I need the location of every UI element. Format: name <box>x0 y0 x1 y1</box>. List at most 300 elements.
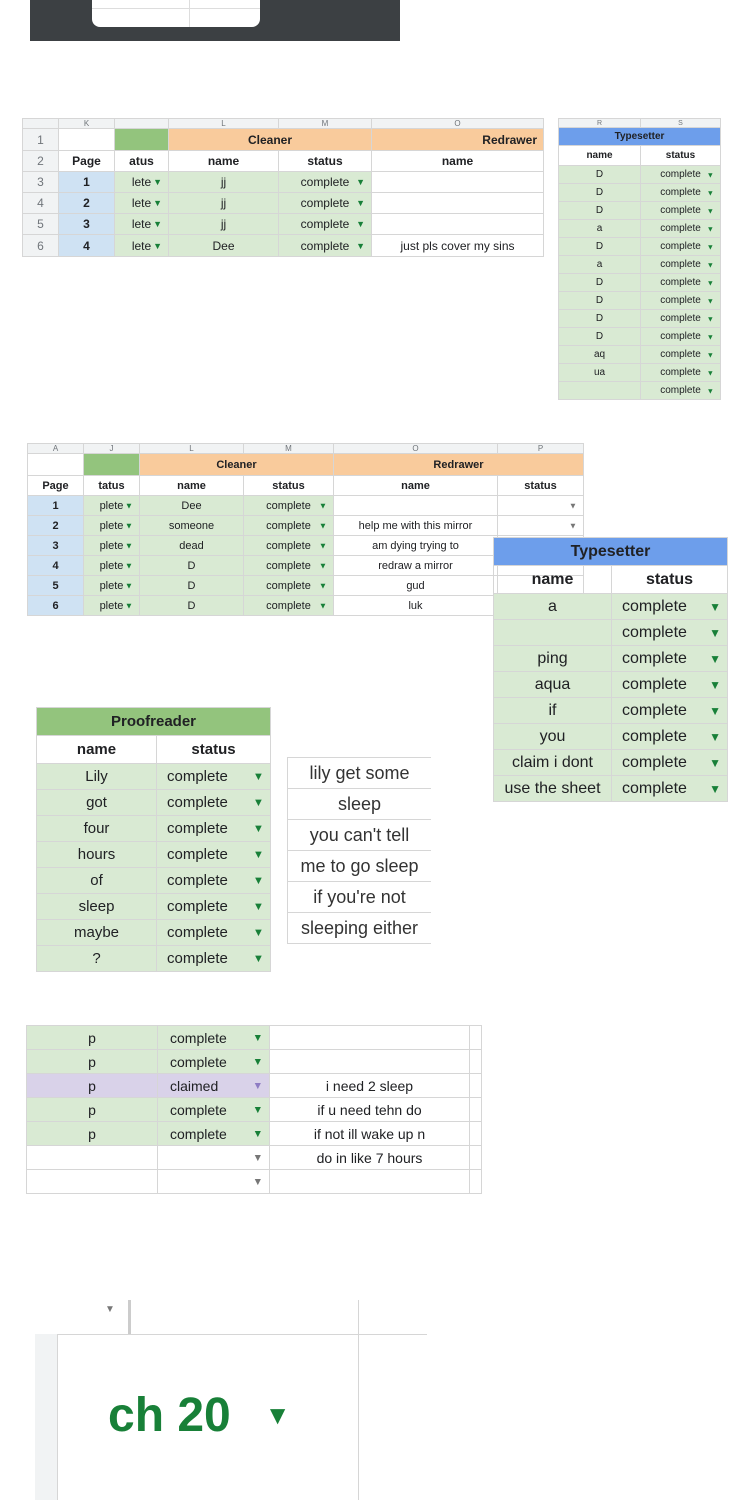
dropdown-arrow-icon[interactable]: ▼ <box>568 521 577 530</box>
status-value: plete <box>99 579 124 592</box>
cell[interactable] <box>59 129 115 151</box>
status-value: complete <box>660 259 701 270</box>
name-header: name <box>494 566 612 594</box>
redrawer-name[interactable]: just pls cover my sins <box>372 235 544 257</box>
table-row <box>559 166 721 184</box>
status-value: complete <box>660 313 701 324</box>
dropdown-arrow-icon[interactable]: ▼ <box>706 260 714 269</box>
col-header[interactable]: L <box>140 444 244 454</box>
dropdown-arrow-icon[interactable]: ▼ <box>709 625 721 640</box>
status-dropdown[interactable] <box>244 556 334 576</box>
status-dropdown[interactable] <box>158 1170 270 1194</box>
note-line[interactable]: me to go sleep <box>288 851 431 882</box>
left-edge <box>35 1334 58 1500</box>
status-value: complete <box>660 385 701 396</box>
chapter-dropdown[interactable] <box>108 1388 290 1443</box>
status-value: plete <box>99 539 124 552</box>
status-dropdown[interactable] <box>84 556 140 576</box>
status-dropdown[interactable]: complete ▼ <box>279 172 372 193</box>
status-dropdown[interactable] <box>84 516 140 536</box>
dropdown-arrow-icon[interactable]: ▼ <box>709 703 721 718</box>
status-dropdown[interactable] <box>641 364 721 382</box>
sheet-4-table <box>26 1025 482 1194</box>
typesetter-name[interactable]: you <box>494 724 612 750</box>
table-row <box>559 310 721 328</box>
col-header[interactable] <box>115 119 169 129</box>
dropdown-arrow-icon[interactable]: ▼ <box>252 1031 263 1044</box>
dropdown-arrow-icon[interactable]: ▼ <box>318 501 327 510</box>
status-dropdown[interactable] <box>641 184 721 202</box>
status-value: complete <box>622 753 687 771</box>
dropdown-arrow-icon[interactable]: ▼ <box>706 170 714 179</box>
status-dropdown[interactable] <box>158 1026 270 1050</box>
redrawer-name[interactable] <box>372 193 544 214</box>
status-dropdown[interactable] <box>157 920 271 946</box>
status-dropdown[interactable] <box>612 620 728 646</box>
cleaner-name[interactable]: D <box>140 556 244 576</box>
table-row <box>27 1098 482 1122</box>
typesetter-name[interactable]: aq <box>559 346 641 364</box>
status-value: complete <box>167 768 228 785</box>
col-header[interactable]: S <box>641 119 721 128</box>
status-value: complete <box>167 924 228 941</box>
note-line[interactable]: lily get some <box>288 758 431 789</box>
typesetter-name[interactable]: D <box>559 274 641 292</box>
status-dropdown[interactable] <box>244 496 334 516</box>
status-value: complete <box>660 223 701 234</box>
dropdown-arrow-icon[interactable]: ▼ <box>706 206 714 215</box>
col-header[interactable]: A <box>28 444 84 454</box>
typesetter-name[interactable]: a <box>494 594 612 620</box>
cell[interactable] <box>470 1170 482 1194</box>
note-cell[interactable]: do in like 7 hours <box>270 1146 470 1170</box>
status-dropdown[interactable]: lete ▼ <box>115 235 169 257</box>
col-header[interactable]: K <box>59 119 115 129</box>
dropdown-arrow-icon[interactable]: ▼ <box>318 581 327 590</box>
status-value: complete <box>660 205 701 216</box>
status-dropdown[interactable] <box>612 698 728 724</box>
assignee-name[interactable]: p <box>27 1050 158 1074</box>
dropdown-arrow-icon[interactable]: ▼ <box>252 822 264 835</box>
table-row <box>559 382 721 400</box>
typesetter-name[interactable]: D <box>559 184 641 202</box>
status-dropdown[interactable] <box>244 596 334 616</box>
proofreader-name[interactable]: ? <box>37 946 157 972</box>
status-dropdown[interactable] <box>498 496 584 516</box>
col-header[interactable]: J <box>84 444 140 454</box>
status-value: complete <box>660 187 701 198</box>
status-dropdown[interactable]: lete ▼ <box>115 193 169 214</box>
col-header[interactable]: M <box>244 444 334 454</box>
dropdown-arrow-icon[interactable]: ▼ <box>706 314 714 323</box>
status-value: complete <box>660 277 701 288</box>
note-cell[interactable]: if u need tehn do <box>270 1098 470 1122</box>
typesetter-name[interactable]: use the sheet <box>494 776 612 802</box>
status-value: complete <box>622 779 687 797</box>
status-dropdown[interactable] <box>641 220 721 238</box>
row-number[interactable]: 4 <box>23 193 59 214</box>
table-row <box>494 620 728 646</box>
table-row <box>27 1074 482 1098</box>
status-dropdown[interactable]: lete ▼ <box>115 214 169 235</box>
table-row <box>27 1170 482 1194</box>
dropdown-arrow-icon[interactable]: ▼ <box>252 900 264 913</box>
assignee-name[interactable]: p <box>27 1098 158 1122</box>
dropdown-arrow-icon[interactable]: ▼ <box>252 1103 263 1116</box>
typesetter-name[interactable] <box>494 620 612 646</box>
status-dropdown[interactable] <box>641 328 721 346</box>
sheet-screenshot-4 <box>26 1025 482 1194</box>
dropdown-arrow-icon[interactable]: ▼ <box>252 770 264 783</box>
row-number[interactable]: 6 <box>23 235 59 257</box>
status-value: plete <box>99 559 124 572</box>
status-dropdown[interactable] <box>244 516 334 536</box>
table-row <box>37 764 271 790</box>
row-number[interactable]: 2 <box>23 151 59 172</box>
cleaner-name[interactable]: dead <box>140 536 244 556</box>
typesetter-name[interactable]: D <box>559 166 641 184</box>
status-header: atus <box>115 151 169 172</box>
col-header[interactable]: O <box>334 444 498 454</box>
dropdown-arrow-icon[interactable]: ▼ <box>356 198 365 208</box>
status-value: complete <box>266 519 311 532</box>
page-number: 3 <box>59 214 115 235</box>
status-dropdown[interactable] <box>158 1098 270 1122</box>
dropdown-arrow-icon[interactable]: ▼ <box>252 796 264 809</box>
status-dropdown[interactable] <box>498 516 584 536</box>
table-row <box>27 1050 482 1074</box>
status-dropdown[interactable] <box>612 646 728 672</box>
table-row <box>559 256 721 274</box>
status-dropdown[interactable] <box>157 868 271 894</box>
dropdown-arrow-icon[interactable]: ▼ <box>252 1175 263 1188</box>
status-dropdown[interactable] <box>84 536 140 556</box>
dropdown-arrow-icon[interactable]: ▼ <box>252 848 264 861</box>
note-cell[interactable] <box>270 1026 470 1050</box>
status-dropdown[interactable] <box>158 1122 270 1146</box>
page-number: 4 <box>59 235 115 257</box>
chapter-screenshot <box>35 1300 427 1500</box>
row-number[interactable]: 1 <box>23 129 59 151</box>
name-header: name <box>140 476 244 496</box>
col-header[interactable]: R <box>559 119 641 128</box>
typesetter-name[interactable]: D <box>559 328 641 346</box>
table-row <box>559 238 721 256</box>
status-value: complete <box>266 579 311 592</box>
status-dropdown[interactable] <box>157 764 271 790</box>
dropdown-arrow-icon[interactable]: ▼ <box>124 521 133 530</box>
dropdown-arrow-icon[interactable]: ▼ <box>252 874 264 887</box>
table-row <box>37 946 271 972</box>
redrawer-name[interactable]: luk <box>334 596 498 616</box>
col-header[interactable]: L <box>169 119 279 129</box>
page-number: 2 <box>59 193 115 214</box>
dropdown-arrow-icon[interactable]: ▼ <box>153 219 162 229</box>
dropdown-arrow-icon[interactable]: ▼ <box>252 926 264 939</box>
top-dark-strip <box>30 0 400 41</box>
dropdown-arrow-icon[interactable]: ▼ <box>124 541 133 550</box>
proofreader-name[interactable]: of <box>37 868 157 894</box>
note-line[interactable]: sleep <box>288 789 431 820</box>
assignee-name[interactable]: p <box>27 1074 158 1098</box>
cleaner-name[interactable]: D <box>140 596 244 616</box>
status-dropdown[interactable] <box>641 310 721 328</box>
assignee-name[interactable]: p <box>27 1122 158 1146</box>
proofreader-name[interactable]: hours <box>37 842 157 868</box>
dropdown-arrow-icon[interactable]: ▼ <box>706 188 714 197</box>
table-row <box>27 1122 482 1146</box>
status-value: complete <box>170 1101 227 1118</box>
note-line[interactable]: you can't tell <box>288 820 431 851</box>
status-dropdown[interactable] <box>641 382 721 400</box>
typesetter-name[interactable]: D <box>559 292 641 310</box>
redrawer-name[interactable]: redraw a mirror <box>334 556 498 576</box>
status-dropdown[interactable] <box>612 750 728 776</box>
proofreader-name[interactable]: sleep <box>37 894 157 920</box>
status-value: complete <box>167 898 228 915</box>
table-row <box>37 920 271 946</box>
typesetter-name[interactable]: if <box>494 698 612 724</box>
dropdown-arrow-icon[interactable]: ▼ <box>709 651 721 666</box>
redrawer-name[interactable] <box>372 172 544 193</box>
status-dropdown[interactable] <box>157 894 271 920</box>
redrawer-name[interactable] <box>372 214 544 235</box>
status-dropdown[interactable] <box>157 946 271 972</box>
typesetter-title: Typesetter <box>494 538 728 566</box>
proofreader-name[interactable]: got <box>37 790 157 816</box>
cleaner-name[interactable]: jj <box>169 214 279 235</box>
typesetter-name[interactable]: claim i dont <box>494 750 612 776</box>
status-dropdown[interactable] <box>84 596 140 616</box>
dropdown-arrow-icon[interactable]: ▼ <box>318 541 327 550</box>
status-dropdown[interactable] <box>84 496 140 516</box>
col-header[interactable]: P <box>498 444 584 454</box>
dropdown-arrow-icon[interactable]: ▼ <box>706 278 714 287</box>
status-value: complete <box>167 872 228 889</box>
proofreader-name[interactable]: maybe <box>37 920 157 946</box>
assignee-name[interactable]: p <box>27 1026 158 1050</box>
col-header[interactable]: M <box>279 119 372 129</box>
table-row <box>494 672 728 698</box>
col-header[interactable]: O <box>372 119 544 129</box>
dropdown-arrow-icon[interactable]: ▼ <box>124 601 133 610</box>
page-number: 5 <box>28 576 84 596</box>
cell[interactable] <box>470 1050 482 1074</box>
proofreader-name[interactable]: four <box>37 816 157 842</box>
table-row <box>37 816 271 842</box>
cleaner-name[interactable]: someone <box>140 516 244 536</box>
name-header: name <box>372 151 544 172</box>
name-header: name <box>334 476 498 496</box>
status-dropdown[interactable] <box>641 346 721 364</box>
status-dropdown[interactable] <box>157 816 271 842</box>
proofreader-panel <box>36 707 271 972</box>
status-dropdown[interactable]: complete ▼ <box>279 193 372 214</box>
typesetter-name[interactable]: ping <box>494 646 612 672</box>
chevron-down-icon[interactable]: ▼ <box>264 1400 291 1430</box>
status-value: plete <box>99 519 124 532</box>
dropdown-arrow-icon[interactable]: ▼ <box>706 332 714 341</box>
status-value: complete <box>622 597 687 615</box>
dropdown-arrow-icon[interactable]: ▼ <box>318 561 327 570</box>
dropdown-arrow-icon[interactable]: ▼ <box>153 240 162 251</box>
dropdown-arrow-icon[interactable]: ▼ <box>318 601 327 610</box>
cleaner-name[interactable]: jj <box>169 172 279 193</box>
status-dropdown[interactable] <box>612 776 728 802</box>
cleaner-header: Cleaner <box>140 454 334 476</box>
page-number: 1 <box>59 172 115 193</box>
dropdown-arrow-icon[interactable]: ▼ <box>318 521 327 530</box>
status-value: complete <box>622 727 687 745</box>
dropdown-arrow-icon[interactable]: ▼ <box>709 677 721 692</box>
dropdown-arrow-icon[interactable]: ▼ <box>356 240 365 251</box>
status-dropdown[interactable] <box>158 1050 270 1074</box>
page-header: Page <box>28 476 84 496</box>
status-dropdown[interactable] <box>84 576 140 596</box>
cleaner-name[interactable]: Dee <box>140 496 244 516</box>
dropdown-arrow-icon[interactable]: ▼ <box>706 368 714 377</box>
note-cell[interactable]: if not ill wake up n <box>270 1122 470 1146</box>
status-value: complete <box>266 499 311 512</box>
typesetter-name[interactable]: D <box>559 310 641 328</box>
dropdown-arrow-icon[interactable]: ▼ <box>252 952 264 965</box>
proofreader-name[interactable]: Lily <box>37 764 157 790</box>
redrawer-name[interactable]: help me with this mirror <box>334 516 498 536</box>
status-value: complete <box>170 1053 227 1070</box>
cleaner-name[interactable]: jj <box>169 193 279 214</box>
status-dropdown[interactable] <box>641 202 721 220</box>
dropdown-arrow-icon[interactable]: ▼ <box>252 1055 263 1068</box>
status-dropdown[interactable] <box>641 274 721 292</box>
status-dropdown[interactable] <box>641 256 721 274</box>
status-dropdown[interactable] <box>157 842 271 868</box>
table-row <box>28 516 584 536</box>
page-number: 3 <box>28 536 84 556</box>
cell[interactable] <box>470 1074 482 1098</box>
dropdown-arrow-icon[interactable]: ▼ <box>252 1151 263 1164</box>
dropdown-arrow-icon[interactable]: ▼ <box>706 350 714 359</box>
cell[interactable] <box>115 129 169 151</box>
status-value: complete <box>660 241 701 252</box>
status-dropdown[interactable] <box>612 724 728 750</box>
status-dropdown[interactable] <box>158 1074 270 1098</box>
dropdown-arrow-icon[interactable]: ▼ <box>124 581 133 590</box>
status-value: complete <box>266 599 311 612</box>
status-dropdown[interactable] <box>158 1146 270 1170</box>
cleaner-name[interactable]: D <box>140 576 244 596</box>
assignee-name[interactable] <box>27 1146 158 1170</box>
typesetter-name[interactable] <box>559 382 641 400</box>
cell[interactable] <box>470 1098 482 1122</box>
typesetter-table-large <box>493 537 728 802</box>
status-dropdown[interactable] <box>244 576 334 596</box>
status-value: complete <box>266 559 311 572</box>
redrawer-name[interactable]: gud <box>334 576 498 596</box>
dropdown-arrow-icon[interactable]: ▼ <box>153 198 162 208</box>
dropdown-arrow-icon[interactable]: ▼ <box>356 177 365 187</box>
status-value: complete <box>660 367 701 378</box>
typesetter-name[interactable]: D <box>559 202 641 220</box>
status-dropdown[interactable] <box>641 238 721 256</box>
chapter-label: ch 20 <box>108 1389 231 1442</box>
cleaner-name[interactable]: Dee <box>169 235 279 257</box>
dropdown-arrow-icon[interactable]: ▼ <box>709 729 721 744</box>
dropdown-arrow-icon[interactable]: ▼ <box>105 1304 115 1315</box>
status-dropdown[interactable] <box>612 672 728 698</box>
note-line[interactable]: if you're not <box>288 882 431 913</box>
redrawer-header: Redrawer <box>334 454 584 476</box>
row-number[interactable]: 5 <box>23 214 59 235</box>
note-cell[interactable]: i need 2 sleep <box>270 1074 470 1098</box>
cell[interactable] <box>470 1026 482 1050</box>
typesetter-name[interactable]: D <box>559 238 641 256</box>
table-row <box>494 750 728 776</box>
assignee-name[interactable] <box>27 1170 158 1194</box>
status-value: complete <box>167 794 228 811</box>
dropdown-arrow-icon[interactable]: ▼ <box>706 296 714 305</box>
proofreader-title: Proofreader <box>37 708 271 736</box>
table-row <box>559 292 721 310</box>
cell[interactable] <box>470 1146 482 1170</box>
table-row <box>27 1146 482 1170</box>
dropdown-arrow-icon[interactable]: ▼ <box>706 224 714 233</box>
note-cell[interactable] <box>270 1170 470 1194</box>
note-cell[interactable] <box>270 1050 470 1074</box>
status-header: status <box>498 476 584 496</box>
row-number[interactable]: 3 <box>23 172 59 193</box>
status-value: complete <box>622 649 687 667</box>
cell[interactable] <box>84 454 140 476</box>
typesetter-name[interactable]: a <box>559 256 641 274</box>
status-dropdown[interactable]: complete ▼ <box>279 235 372 257</box>
status-dropdown[interactable]: lete ▼ <box>115 172 169 193</box>
status-dropdown[interactable] <box>641 166 721 184</box>
table-row <box>28 496 584 516</box>
dropdown-arrow-icon[interactable]: ▼ <box>124 501 133 510</box>
table-row <box>37 842 271 868</box>
table-row <box>559 328 721 346</box>
status-dropdown[interactable]: complete ▼ <box>279 214 372 235</box>
cell[interactable] <box>470 1122 482 1146</box>
status-value: complete <box>660 349 701 360</box>
dropdown-arrow-icon[interactable]: ▼ <box>252 1079 263 1092</box>
dropdown-arrow-icon[interactable]: ▼ <box>706 242 714 251</box>
status-dropdown[interactable] <box>244 536 334 556</box>
dropdown-arrow-icon[interactable]: ▼ <box>709 755 721 770</box>
status-dropdown[interactable] <box>157 790 271 816</box>
cell[interactable] <box>28 454 84 476</box>
status-value: complete <box>660 331 701 342</box>
dropdown-arrow-icon[interactable]: ▼ <box>709 599 721 614</box>
typesetter-name[interactable]: aqua <box>494 672 612 698</box>
dropdown-arrow-icon[interactable]: ▼ <box>568 501 577 510</box>
dropdown-arrow-icon[interactable]: ▼ <box>709 781 721 796</box>
dropdown-arrow-icon[interactable]: ▼ <box>706 386 714 395</box>
dropdown-arrow-icon[interactable]: ▼ <box>124 561 133 570</box>
typesetter-name[interactable]: ua <box>559 364 641 382</box>
dropdown-arrow-icon[interactable]: ▼ <box>356 219 365 229</box>
status-header: status <box>612 566 728 594</box>
dropdown-arrow-icon[interactable]: ▼ <box>153 177 162 187</box>
note-line[interactable]: sleeping either <box>288 913 431 944</box>
redrawer-name[interactable] <box>334 496 498 516</box>
status-header: status <box>641 146 721 166</box>
dropdown-arrow-icon[interactable]: ▼ <box>252 1127 263 1140</box>
status-dropdown[interactable] <box>641 292 721 310</box>
redrawer-name[interactable]: am dying trying to <box>334 536 498 556</box>
status-dropdown[interactable] <box>612 594 728 620</box>
typesetter-name[interactable]: a <box>559 220 641 238</box>
